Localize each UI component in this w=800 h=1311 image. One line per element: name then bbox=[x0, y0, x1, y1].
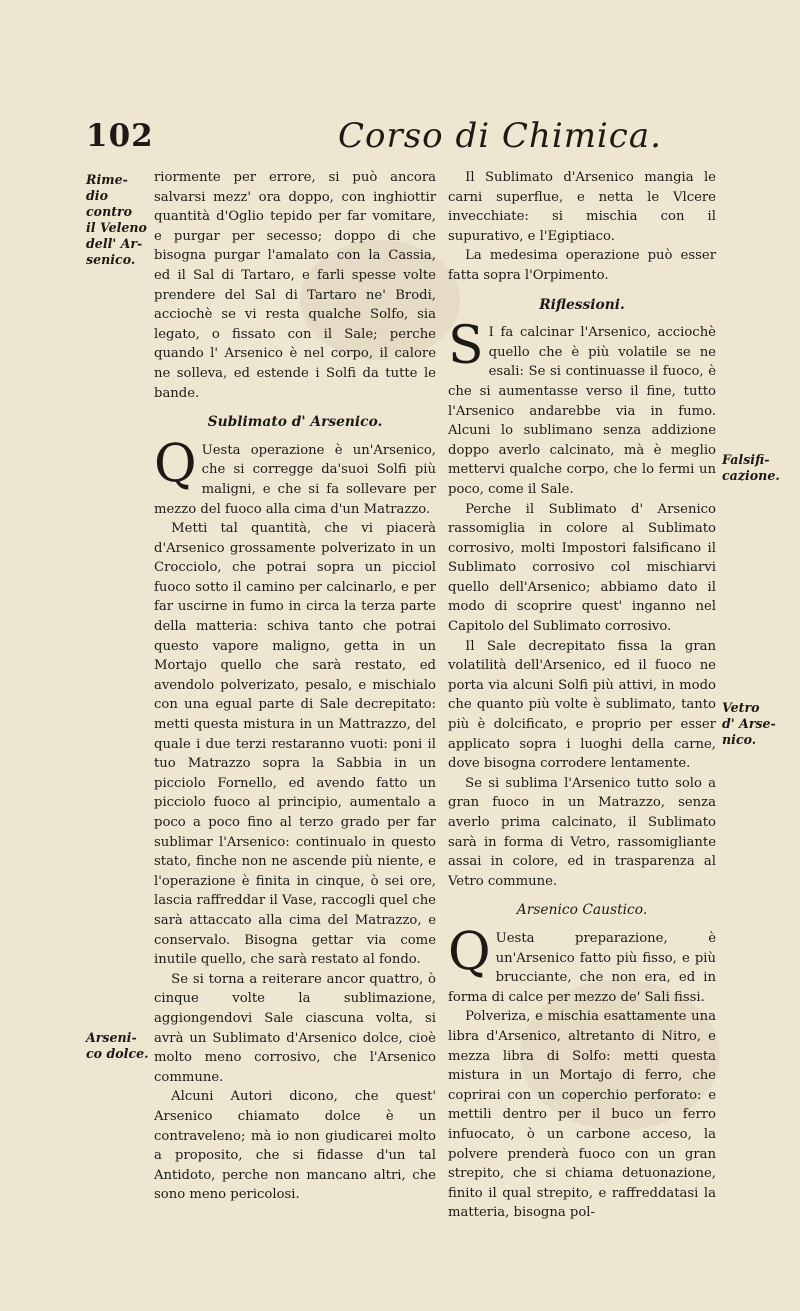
paragraph-text: I fa calcinar l'Arsenico, acciochè quello che è più volatile se ne esali: Se si continuasse il fuoco, è che si aumentasse verso il fine, tutto l'Arsenico andarebbe via in fumo. Alcuni lo sublimano senza addizione doppo averlo calcinato, mà è meglio mettervi qualche corpo, che lo fermi un poco, come il Sale. bbox=[448, 325, 716, 497]
margin-note-line: Falsifi- bbox=[722, 452, 770, 467]
margin-note-line: co dolce. bbox=[86, 1046, 149, 1061]
running-title: Corso di Chimica. bbox=[338, 116, 662, 156]
paragraph-dropcap bbox=[448, 921, 716, 1007]
margin-note-sweet-arsenic bbox=[86, 1030, 150, 1062]
margin-note-line: Vetro bbox=[722, 700, 760, 715]
paragraph-dropcap bbox=[154, 433, 436, 519]
paragraph-dropcap bbox=[448, 316, 716, 499]
right-column bbox=[448, 168, 716, 1223]
section-heading: Sublimato d' Arsenico. bbox=[207, 414, 383, 431]
paragraph: Metti tal quantità, che vi piacerà d'Arsenico grossamente polverizato in un Crocciolo, che potrai sopra un picciol fuoco sotto il camino per calcinarlo, e per far uscirne in fumo in circa la terza parte della matteria: schiva tanto che potrai questo vapore maligno, getta in un Mortajo quello che sarà restato, ed avendolo polverizato, pesalo, e mischialo con una egual parte di Sale decrepitato: metti questa mistura in un Mattrazzo, del quale i due terzi restaranno vuoti: poni il tuo Matrazzo sopra la Sabbia in un picciolo Fornello, ed avendo fatto un picciolo fuoco al principio, aumentalo a poco a poco fino al terzo grado per far sublimar l'Arsenico: continualo in questo stato, finche non ne ascende più niente, e l'operazione è finita in cinque, ò sei ore, lascia raffreddar il Vase, raccogli quel che sarà attaccato alla cima del Matrazzo, e conservalo. Bisogna gettar via come inutile quello, che sarà restato al fondo. bbox=[154, 521, 436, 968]
margin-note-line: il Veleno bbox=[86, 220, 147, 235]
section-heading: Arsenico Caustico. bbox=[516, 902, 648, 919]
page-number: 102 bbox=[86, 118, 154, 154]
margin-note-line: Arseni- bbox=[86, 1030, 137, 1045]
margin-note-glass bbox=[722, 700, 794, 748]
left-column bbox=[154, 168, 436, 1205]
paragraph: Alcuni Autori dicono, che quest' Arsenico chiamato dolce è un contraveleno; mà io non giudicarei molto a proposito, che si fidasse d'un tal Antidoto, perche non mancano altri, che sono meno pericolosi. bbox=[154, 1089, 436, 1203]
margin-note-line: cazione. bbox=[722, 468, 780, 483]
margin-note-line: dell' Ar- bbox=[86, 236, 143, 251]
paragraph: Il Sale decrepitato fissa la gran volatilità dell'Arsenico, ed il fuoco ne porta via alcuni Solfi più attivi, in modo che quanto più volte è sublimato, tanto più è dolcificato, e proprio per esser applicato sopra i luoghi della carne, dove bisogna corrodere lentamente. bbox=[448, 638, 716, 772]
margin-note-falsification bbox=[722, 452, 794, 484]
margin-note-line: Rime- bbox=[86, 172, 128, 187]
drop-cap: S bbox=[448, 316, 484, 377]
drop-cap: Q bbox=[154, 433, 197, 494]
paragraph: La medesima operazione può esser fatta sopra l'Orpimento. bbox=[448, 248, 716, 283]
paragraph: Polveriza, e mischia esattamente una libra d'Arsenico, altretanto di Nitro, e mezza libra di Solfo: metti questa mistura in un Mortajo di ferro, che coprirai con un coperchio perforato: e mettili dentro per il buco un ferro infuocato, ò un carbone acceso, la polvere prenderà fuoco con un gran strepito, che si chiama detuonazione, finito il qual strepito, e raffreddatasi la matteria, bisogna pol- bbox=[448, 1009, 716, 1221]
drop-cap: Q bbox=[448, 921, 491, 982]
page-header bbox=[86, 118, 766, 162]
paragraph: Perche il Sublimato d' Arsenico rassomiglia in colore al Sublimato corrosivo, molti Impostori falsificano il Sublimato corrosivo col mischiarvi quello dell'Arsenico; abbiamo dato il modo di scoprire quest' inganno nel Capitolo del Sublimato corrosivo. bbox=[448, 501, 716, 635]
paragraph-text: Uesta operazione è un'Arsenico, che si corregge da'suoi Solfi più maligni, e che si fa sollevare per mezzo del fuoco alla cima d'un Matrazzo. bbox=[154, 442, 436, 517]
section-heading: Riflessioni. bbox=[539, 296, 625, 313]
paragraph: riormente per errore, si può ancora salvarsi mezz' ora doppo, con inghiottir quantità d'Oglio tepido per far vomitare, e purgar per secesso; doppo di che bisogna purgar l'amalato con la Cassia, ed il Sal di Tartaro, e farli spesse volte prendere del Sal di Tartaro ne' Brodi, acciochè se vi resta qualche Solfo, sia legato, o fissato con il Sale; perche quando l' Arsenico è nel corpo, il calore ne solleva, ed estende i Solfi da tutte le bande. bbox=[154, 170, 436, 401]
paragraph: Se si torna a reiterare ancor quattro, ò cinque volte la sublimazione, aggiongendovi Sale ciascuna volta, si avrà un Sublimato d'Arsenico dolce, cioè molto meno corrosivo, che l'Arsenico commune. bbox=[154, 971, 436, 1085]
paragraph: Se si sublima l'Arsenico tutto solo a gran fuoco in un Matrazzo, senza averlo prima calcinato, il Sublimato sarà in forma di Vetro, rassomigliante assai in colore, ed in trasparenza al Vetro commune. bbox=[448, 775, 716, 889]
margin-note-remedy bbox=[86, 172, 150, 268]
margin-note-line: d' Arse- bbox=[722, 716, 776, 731]
margin-note-line: senico. bbox=[86, 252, 136, 267]
paragraph: Il Sublimato d'Arsenico mangia le carni superflue, e netta le Vlcere invecchiate: si mischia con il supurativo, e l'Egiptiaco. bbox=[448, 170, 716, 244]
paragraph-text: Uesta preparazione, è un'Arsenico fatto più fisso, e più brucciante, che non era, ed in forma di calce per mezzo de' Sali fissi. bbox=[448, 930, 716, 1005]
margin-note-line: dio contro bbox=[86, 188, 133, 219]
margin-note-line: nico. bbox=[722, 732, 757, 747]
